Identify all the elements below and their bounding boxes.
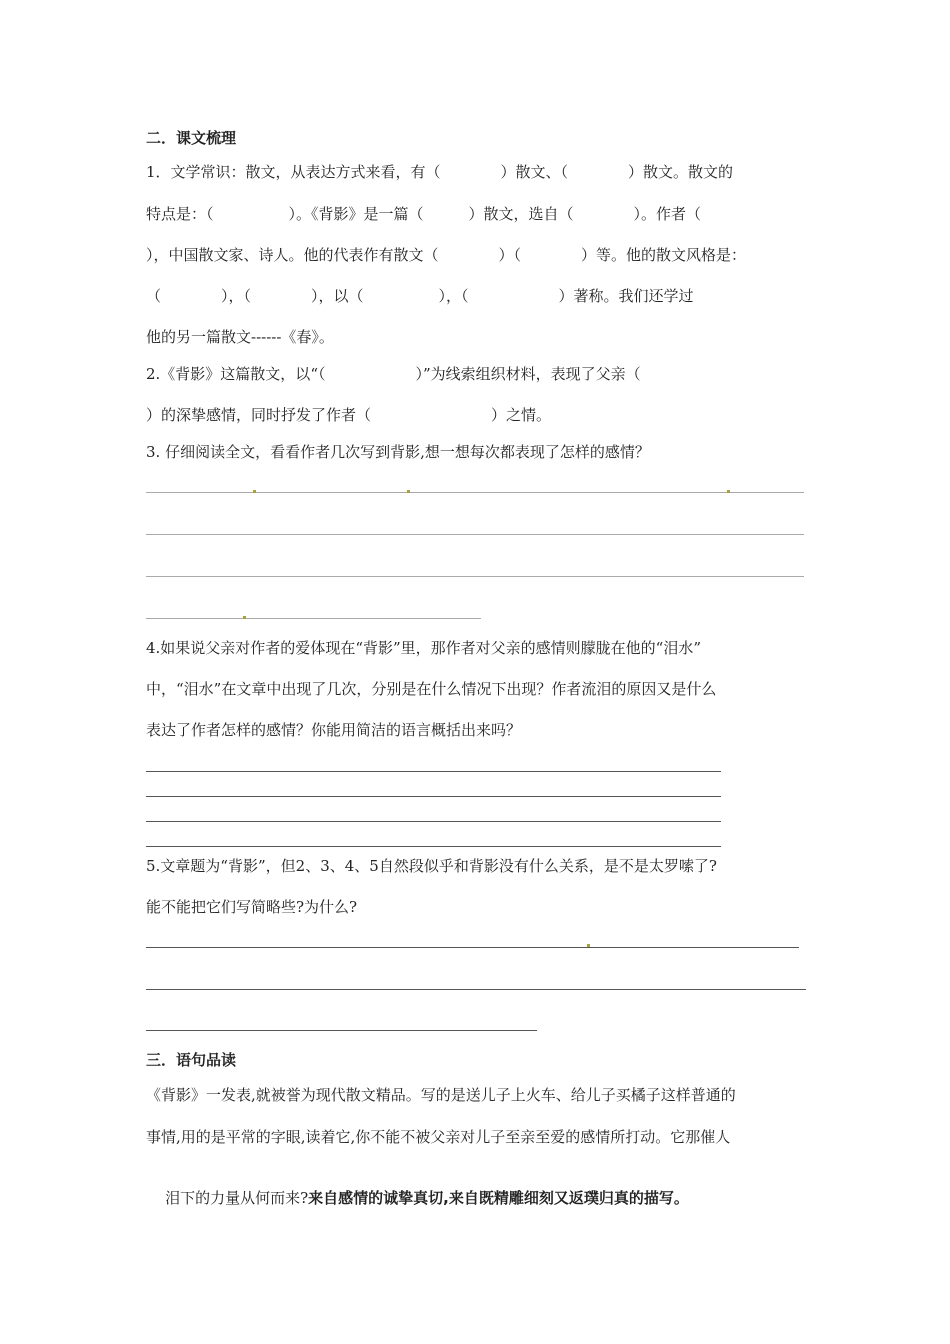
answer-line[interactable]	[146, 576, 804, 577]
q1-line-4: （ ），（ ），以（ ），（ ）著称。我们还学过	[146, 287, 694, 305]
q1-line-5: 他的另一篇散文------《春》。	[146, 328, 334, 346]
s3-line-3	[146, 1168, 689, 1228]
q5-line-2: 能不能把它们写简略些?为什么?	[146, 898, 358, 916]
s3-line-3-bold: 来自感情的诚挚真切,来自既精雕细刻又返璞归真的描写。	[308, 1189, 689, 1207]
answer-line[interactable]	[146, 618, 481, 619]
q5-line-1: 5.文章题为“背影”，但2、3、4、5自然段似乎和背影没有什么关系，是不是太罗嗦了?	[146, 857, 717, 875]
q3-line-1: 3. 仔细阅读全文，看看作者几次写到背影,想一想每次都表现了怎样的感情？	[146, 443, 650, 461]
dot-mark	[243, 616, 246, 619]
q1-line-3: ），中国散文家、诗人。他的代表作有散文（ ）（ ）等。他的散文风格是：	[146, 246, 747, 264]
dot-mark	[587, 944, 590, 947]
dot-mark	[253, 490, 256, 493]
section-heading-3: 三．语句品读	[146, 1051, 237, 1069]
q4-line-3: 表达了作者怎样的感情？你能用简洁的语言概括出来吗？	[146, 721, 522, 739]
q2-line-2: ）的深挚感情，同时抒发了作者（ ）之情。	[146, 406, 552, 424]
answer-line[interactable]	[146, 947, 799, 948]
answer-line[interactable]	[146, 796, 721, 797]
dot-mark	[727, 490, 730, 493]
answer-line[interactable]	[146, 492, 804, 493]
s3-line-2: 事情,用的是平常的字眼,读着它,你不能不被父亲对儿子至亲至爱的感情所打动。它那催人	[146, 1128, 731, 1146]
s3-line-1: 《背影》一发表,就被誉为现代散文精品。写的是送儿子上火车、给儿子买橘子这样普通的	[146, 1086, 736, 1104]
q2-line-1: 2.《背影》这篇散文，以“（ ）”为线索组织材料，表现了父亲（	[146, 365, 641, 383]
q1-line-2: 特点是：（ ）。《背影》是一篇（ ）散文，选自（ ）。作者（	[146, 205, 702, 223]
dot-mark	[407, 490, 410, 493]
q4-line-2: 中，“泪水”在文章中出现了几次，分别是在什么情况下出现？作者流泪的原因又是什么	[146, 680, 717, 698]
answer-line[interactable]	[146, 989, 806, 990]
answer-line[interactable]	[146, 1030, 537, 1031]
answer-line[interactable]	[146, 821, 721, 822]
answer-line[interactable]	[146, 771, 721, 772]
section-heading-2: 二．课文梳理	[146, 129, 237, 147]
q4-line-1: 4.如果说父亲对作者的爱体现在“背影”里，那作者对父亲的感情则朦胧在他的“泪水”	[146, 639, 701, 657]
q1-line-1: 1．文学常识：散文，从表达方式来看，有（ ）散文、（ ）散文。散文的	[146, 163, 734, 181]
s3-line-3-plain: 泪下的力量从何而来?	[165, 1189, 309, 1207]
answer-line[interactable]	[146, 534, 804, 535]
answer-line[interactable]	[146, 846, 721, 847]
